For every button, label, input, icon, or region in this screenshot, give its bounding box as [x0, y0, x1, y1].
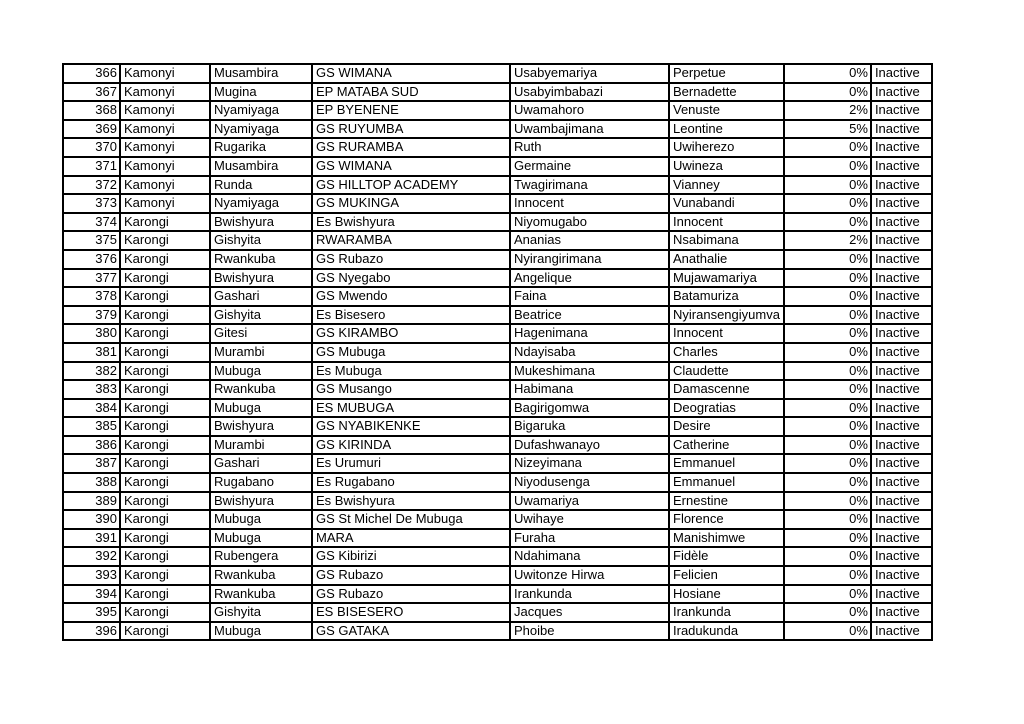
- cell-sector: Rwankuba: [210, 380, 312, 399]
- cell-percentage: 0%: [784, 510, 871, 529]
- cell-status: Inactive: [871, 343, 932, 362]
- cell-district: Kamonyi: [120, 83, 210, 102]
- cell-first-name: Habimana: [510, 380, 669, 399]
- cell-row-number: 368: [63, 101, 120, 120]
- cell-first-name: Uwambajimana: [510, 120, 669, 139]
- cell-sector: Rwankuba: [210, 250, 312, 269]
- cell-sector: Murambi: [210, 343, 312, 362]
- cell-school: GS Nyegabo: [312, 269, 510, 288]
- table-row: [63, 213, 932, 232]
- cell-sector: Rwankuba: [210, 585, 312, 604]
- cell-district: Karongi: [120, 566, 210, 585]
- cell-district: Karongi: [120, 436, 210, 455]
- table-row: [63, 510, 932, 529]
- cell-percentage: 0%: [784, 287, 871, 306]
- cell-sector: Rubengera: [210, 547, 312, 566]
- cell-district: Karongi: [120, 547, 210, 566]
- cell-percentage: 0%: [784, 176, 871, 195]
- cell-district: Kamonyi: [120, 120, 210, 139]
- cell-row-number: 386: [63, 436, 120, 455]
- table-row: [63, 250, 932, 269]
- cell-school: GS WIMANA: [312, 157, 510, 176]
- cell-last-name: Venuste: [669, 101, 784, 120]
- cell-school: GS Musango: [312, 380, 510, 399]
- cell-row-number: 376: [63, 250, 120, 269]
- cell-status: Inactive: [871, 213, 932, 232]
- cell-district: Karongi: [120, 231, 210, 250]
- cell-row-number: 385: [63, 417, 120, 436]
- table-row: [63, 157, 932, 176]
- cell-last-name: Uwiherezo: [669, 138, 784, 157]
- cell-percentage: 0%: [784, 380, 871, 399]
- cell-status: Inactive: [871, 269, 932, 288]
- table-row: [63, 547, 932, 566]
- cell-district: Karongi: [120, 622, 210, 641]
- cell-first-name: Faina: [510, 287, 669, 306]
- table-row: [63, 194, 932, 213]
- cell-status: Inactive: [871, 454, 932, 473]
- cell-percentage: 0%: [784, 603, 871, 622]
- cell-percentage: 0%: [784, 399, 871, 418]
- cell-percentage: 0%: [784, 194, 871, 213]
- table-row: [63, 566, 932, 585]
- cell-first-name: Ruth: [510, 138, 669, 157]
- cell-sector: Mubuga: [210, 529, 312, 548]
- cell-district: Karongi: [120, 510, 210, 529]
- cell-status: Inactive: [871, 510, 932, 529]
- cell-district: Karongi: [120, 529, 210, 548]
- staff-status-table: [62, 63, 933, 641]
- cell-school: GS RUYUMBA: [312, 120, 510, 139]
- cell-first-name: Ananias: [510, 231, 669, 250]
- cell-sector: Mubuga: [210, 399, 312, 418]
- cell-district: Karongi: [120, 287, 210, 306]
- cell-status: Inactive: [871, 380, 932, 399]
- cell-percentage: 0%: [784, 436, 871, 455]
- cell-row-number: 370: [63, 138, 120, 157]
- cell-school: GS HILLTOP ACADEMY: [312, 176, 510, 195]
- cell-sector: Mugina: [210, 83, 312, 102]
- cell-school: GS St Michel De Mubuga: [312, 510, 510, 529]
- cell-percentage: 0%: [784, 269, 871, 288]
- cell-sector: Musambira: [210, 157, 312, 176]
- table-row: [63, 622, 932, 641]
- cell-status: Inactive: [871, 138, 932, 157]
- cell-row-number: 395: [63, 603, 120, 622]
- cell-status: Inactive: [871, 324, 932, 343]
- table-row: [63, 287, 932, 306]
- cell-school: GS WIMANA: [312, 64, 510, 83]
- cell-first-name: Furaha: [510, 529, 669, 548]
- cell-status: Inactive: [871, 176, 932, 195]
- cell-sector: Mubuga: [210, 622, 312, 641]
- cell-last-name: Mujawamariya: [669, 269, 784, 288]
- cell-school: Es Mubuga: [312, 362, 510, 381]
- cell-last-name: Uwineza: [669, 157, 784, 176]
- cell-status: Inactive: [871, 362, 932, 381]
- cell-sector: Bwishyura: [210, 213, 312, 232]
- cell-first-name: Uwitonze Hirwa: [510, 566, 669, 585]
- cell-first-name: Mukeshimana: [510, 362, 669, 381]
- cell-school: GS KIRINDA: [312, 436, 510, 455]
- cell-percentage: 0%: [784, 343, 871, 362]
- cell-school: GS GATAKA: [312, 622, 510, 641]
- cell-first-name: Twagirimana: [510, 176, 669, 195]
- cell-district: Karongi: [120, 585, 210, 604]
- cell-first-name: Beatrice: [510, 306, 669, 325]
- cell-row-number: 383: [63, 380, 120, 399]
- cell-school: Es Bisesero: [312, 306, 510, 325]
- cell-row-number: 367: [63, 83, 120, 102]
- cell-status: Inactive: [871, 417, 932, 436]
- table-row: [63, 473, 932, 492]
- cell-sector: Gashari: [210, 454, 312, 473]
- table-row: [63, 454, 932, 473]
- cell-district: Karongi: [120, 362, 210, 381]
- table-row: [63, 138, 932, 157]
- table-row: [63, 101, 932, 120]
- table-row: [63, 64, 932, 83]
- cell-sector: Gishyita: [210, 603, 312, 622]
- cell-sector: Mubuga: [210, 510, 312, 529]
- cell-last-name: Florence: [669, 510, 784, 529]
- cell-row-number: 387: [63, 454, 120, 473]
- cell-school: MARA: [312, 529, 510, 548]
- cell-school: GS Rubazo: [312, 566, 510, 585]
- cell-percentage: 0%: [784, 622, 871, 641]
- cell-district: Karongi: [120, 399, 210, 418]
- cell-percentage: 0%: [784, 585, 871, 604]
- table-row: [63, 83, 932, 102]
- cell-last-name: Iradukunda: [669, 622, 784, 641]
- cell-first-name: Niyomugabo: [510, 213, 669, 232]
- cell-row-number: 392: [63, 547, 120, 566]
- cell-row-number: 393: [63, 566, 120, 585]
- cell-sector: Musambira: [210, 64, 312, 83]
- cell-district: Kamonyi: [120, 101, 210, 120]
- cell-sector: Rugarika: [210, 138, 312, 157]
- cell-first-name: Usabyimbabazi: [510, 83, 669, 102]
- cell-first-name: Angelique: [510, 269, 669, 288]
- cell-percentage: 0%: [784, 250, 871, 269]
- cell-percentage: 5%: [784, 120, 871, 139]
- cell-row-number: 382: [63, 362, 120, 381]
- cell-percentage: 2%: [784, 101, 871, 120]
- cell-district: Karongi: [120, 492, 210, 511]
- cell-school: ES BISESERO: [312, 603, 510, 622]
- cell-last-name: Nsabimana: [669, 231, 784, 250]
- cell-first-name: Germaine: [510, 157, 669, 176]
- cell-first-name: Uwamahoro: [510, 101, 669, 120]
- table-row: [63, 324, 932, 343]
- cell-row-number: 389: [63, 492, 120, 511]
- cell-last-name: Emmanuel: [669, 473, 784, 492]
- table-row: [63, 492, 932, 511]
- cell-row-number: 375: [63, 231, 120, 250]
- cell-last-name: Manishimwe: [669, 529, 784, 548]
- cell-last-name: Innocent: [669, 213, 784, 232]
- table-row: [63, 380, 932, 399]
- cell-status: Inactive: [871, 492, 932, 511]
- cell-last-name: Batamuriza: [669, 287, 784, 306]
- cell-last-name: Deogratias: [669, 399, 784, 418]
- cell-row-number: 394: [63, 585, 120, 604]
- table-row: [63, 436, 932, 455]
- cell-district: Kamonyi: [120, 157, 210, 176]
- cell-school: Es Bwishyura: [312, 492, 510, 511]
- table-body: [63, 64, 932, 640]
- cell-last-name: Nyiransengiyumva: [669, 306, 784, 325]
- cell-district: Karongi: [120, 306, 210, 325]
- cell-row-number: 366: [63, 64, 120, 83]
- cell-district: Karongi: [120, 213, 210, 232]
- cell-school: ES MUBUGA: [312, 399, 510, 418]
- cell-school: GS Rubazo: [312, 250, 510, 269]
- cell-row-number: 381: [63, 343, 120, 362]
- cell-last-name: Felicien: [669, 566, 784, 585]
- cell-last-name: Innocent: [669, 324, 784, 343]
- cell-district: Karongi: [120, 343, 210, 362]
- cell-district: Karongi: [120, 250, 210, 269]
- cell-status: Inactive: [871, 399, 932, 418]
- cell-district: Karongi: [120, 603, 210, 622]
- cell-first-name: Jacques: [510, 603, 669, 622]
- cell-school: GS NYABIKENKE: [312, 417, 510, 436]
- cell-district: Kamonyi: [120, 194, 210, 213]
- cell-sector: Murambi: [210, 436, 312, 455]
- cell-row-number: 388: [63, 473, 120, 492]
- cell-school: Es Rugabano: [312, 473, 510, 492]
- cell-first-name: Nyirangirimana: [510, 250, 669, 269]
- table-row: [63, 603, 932, 622]
- cell-school: EP MATABA SUD: [312, 83, 510, 102]
- table-row: [63, 343, 932, 362]
- cell-row-number: 379: [63, 306, 120, 325]
- cell-status: Inactive: [871, 120, 932, 139]
- cell-sector: Bwishyura: [210, 269, 312, 288]
- cell-percentage: 0%: [784, 324, 871, 343]
- cell-status: Inactive: [871, 436, 932, 455]
- cell-sector: Nyamiyaga: [210, 120, 312, 139]
- cell-percentage: 0%: [784, 157, 871, 176]
- cell-district: Karongi: [120, 454, 210, 473]
- cell-row-number: 372: [63, 176, 120, 195]
- cell-sector: Bwishyura: [210, 417, 312, 436]
- cell-last-name: Irankunda: [669, 603, 784, 622]
- cell-school: EP BYENENE: [312, 101, 510, 120]
- cell-last-name: Desire: [669, 417, 784, 436]
- cell-sector: Gishyita: [210, 306, 312, 325]
- cell-last-name: Fidèle: [669, 547, 784, 566]
- cell-last-name: Ernestine: [669, 492, 784, 511]
- cell-percentage: 0%: [784, 566, 871, 585]
- cell-last-name: Anathalie: [669, 250, 784, 269]
- cell-row-number: 380: [63, 324, 120, 343]
- table-row: [63, 306, 932, 325]
- cell-status: Inactive: [871, 585, 932, 604]
- cell-status: Inactive: [871, 547, 932, 566]
- cell-sector: Gishyita: [210, 231, 312, 250]
- cell-sector: Runda: [210, 176, 312, 195]
- cell-row-number: 369: [63, 120, 120, 139]
- cell-percentage: 0%: [784, 454, 871, 473]
- cell-district: Karongi: [120, 417, 210, 436]
- table-row: [63, 399, 932, 418]
- cell-school: GS KIRAMBO: [312, 324, 510, 343]
- cell-last-name: Vunabandi: [669, 194, 784, 213]
- cell-first-name: Nizeyimana: [510, 454, 669, 473]
- cell-sector: Bwishyura: [210, 492, 312, 511]
- cell-first-name: Niyodusenga: [510, 473, 669, 492]
- cell-status: Inactive: [871, 622, 932, 641]
- cell-district: Karongi: [120, 380, 210, 399]
- table-row: [63, 529, 932, 548]
- cell-last-name: Vianney: [669, 176, 784, 195]
- cell-status: Inactive: [871, 83, 932, 102]
- cell-school: GS RURAMBA: [312, 138, 510, 157]
- cell-district: Karongi: [120, 269, 210, 288]
- table-row: [63, 231, 932, 250]
- cell-district: Karongi: [120, 473, 210, 492]
- cell-sector: Gashari: [210, 287, 312, 306]
- cell-percentage: 0%: [784, 417, 871, 436]
- cell-status: Inactive: [871, 101, 932, 120]
- cell-percentage: 0%: [784, 138, 871, 157]
- cell-last-name: Hosiane: [669, 585, 784, 604]
- cell-last-name: Leontine: [669, 120, 784, 139]
- cell-school: RWARAMBA: [312, 231, 510, 250]
- cell-percentage: 0%: [784, 64, 871, 83]
- cell-district: Karongi: [120, 324, 210, 343]
- cell-percentage: 0%: [784, 362, 871, 381]
- cell-row-number: 391: [63, 529, 120, 548]
- cell-percentage: 0%: [784, 306, 871, 325]
- cell-sector: Gitesi: [210, 324, 312, 343]
- cell-percentage: 0%: [784, 492, 871, 511]
- cell-status: Inactive: [871, 231, 932, 250]
- cell-sector: Nyamiyaga: [210, 101, 312, 120]
- cell-status: Inactive: [871, 603, 932, 622]
- table-row: [63, 362, 932, 381]
- cell-first-name: Ndayisaba: [510, 343, 669, 362]
- cell-percentage: 0%: [784, 83, 871, 102]
- cell-status: Inactive: [871, 250, 932, 269]
- cell-last-name: Catherine: [669, 436, 784, 455]
- cell-status: Inactive: [871, 64, 932, 83]
- cell-district: Kamonyi: [120, 64, 210, 83]
- cell-district: Kamonyi: [120, 138, 210, 157]
- cell-row-number: 374: [63, 213, 120, 232]
- table-row: [63, 585, 932, 604]
- cell-row-number: 390: [63, 510, 120, 529]
- cell-status: Inactive: [871, 287, 932, 306]
- cell-row-number: 373: [63, 194, 120, 213]
- cell-last-name: Damascenne: [669, 380, 784, 399]
- cell-school: GS MUKINGA: [312, 194, 510, 213]
- cell-sector: Nyamiyaga: [210, 194, 312, 213]
- cell-last-name: Bernadette: [669, 83, 784, 102]
- cell-percentage: 2%: [784, 231, 871, 250]
- table-sheet: [62, 63, 933, 641]
- cell-first-name: Uwihaye: [510, 510, 669, 529]
- table-row: [63, 269, 932, 288]
- cell-status: Inactive: [871, 566, 932, 585]
- cell-sector: Rugabano: [210, 473, 312, 492]
- cell-status: Inactive: [871, 473, 932, 492]
- cell-row-number: 378: [63, 287, 120, 306]
- cell-sector: Rwankuba: [210, 566, 312, 585]
- table-row: [63, 417, 932, 436]
- cell-first-name: Ndahimana: [510, 547, 669, 566]
- cell-first-name: Hagenimana: [510, 324, 669, 343]
- cell-first-name: Phoibe: [510, 622, 669, 641]
- cell-first-name: Uwamariya: [510, 492, 669, 511]
- cell-row-number: 371: [63, 157, 120, 176]
- cell-row-number: 396: [63, 622, 120, 641]
- table-row: [63, 120, 932, 139]
- cell-first-name: Usabyemariya: [510, 64, 669, 83]
- table-row: [63, 176, 932, 195]
- cell-percentage: 0%: [784, 473, 871, 492]
- cell-percentage: 0%: [784, 547, 871, 566]
- cell-status: Inactive: [871, 306, 932, 325]
- cell-first-name: Innocent: [510, 194, 669, 213]
- cell-school: GS Mubuga: [312, 343, 510, 362]
- cell-percentage: 0%: [784, 529, 871, 548]
- cell-status: Inactive: [871, 157, 932, 176]
- cell-row-number: 377: [63, 269, 120, 288]
- cell-first-name: Irankunda: [510, 585, 669, 604]
- cell-sector: Mubuga: [210, 362, 312, 381]
- cell-school: GS Rubazo: [312, 585, 510, 604]
- cell-last-name: Claudette: [669, 362, 784, 381]
- cell-percentage: 0%: [784, 213, 871, 232]
- cell-school: GS Kibirizi: [312, 547, 510, 566]
- cell-school: Es Urumuri: [312, 454, 510, 473]
- cell-district: Kamonyi: [120, 176, 210, 195]
- cell-row-number: 384: [63, 399, 120, 418]
- cell-last-name: Perpetue: [669, 64, 784, 83]
- cell-last-name: Charles: [669, 343, 784, 362]
- cell-status: Inactive: [871, 529, 932, 548]
- cell-last-name: Emmanuel: [669, 454, 784, 473]
- cell-school: GS Mwendo: [312, 287, 510, 306]
- cell-status: Inactive: [871, 194, 932, 213]
- cell-school: Es Bwishyura: [312, 213, 510, 232]
- cell-first-name: Dufashwanayo: [510, 436, 669, 455]
- cell-first-name: Bagirigomwa: [510, 399, 669, 418]
- cell-first-name: Bigaruka: [510, 417, 669, 436]
